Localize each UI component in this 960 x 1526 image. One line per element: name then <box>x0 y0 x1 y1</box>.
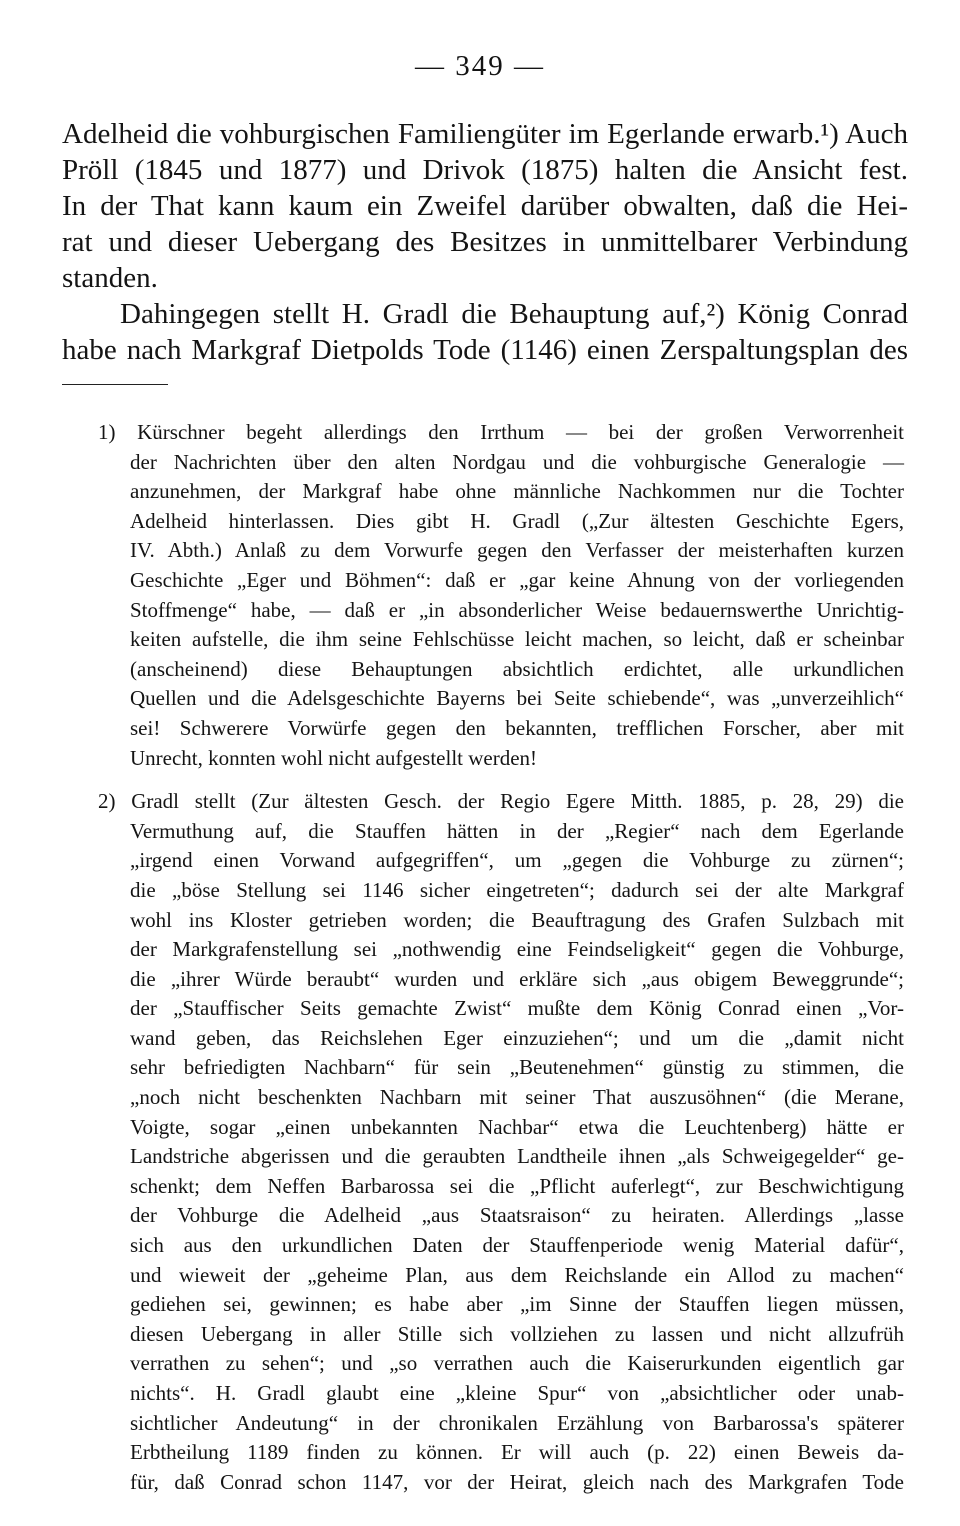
footnote-line: die „böse Stellung sei 1146 sicher eingetreten“; dadurch sei der alte Markgraf <box>130 877 904 902</box>
footnote-line: schenkt; dem Neffen Barbarossa sei die „Pflicht auferlegt“, zur Beschwichtigung <box>130 1173 904 1198</box>
main-text-line: Pröll (1845 und 1877) und Drivok (1875) halten die Ansicht fest. <box>62 154 908 186</box>
footnotes-block <box>98 418 904 1497</box>
page-number: — 349 — <box>415 50 545 82</box>
footnote-1 <box>98 418 904 773</box>
footnote-line: wohl ins Kloster getrieben worden; die Beauftragung des Grafen Sulzbach mit <box>130 907 904 932</box>
footnote-line: für, daß Conrad schon 1147, vor der Heirat, gleich nach des Markgrafen Tode <box>130 1469 904 1494</box>
footnote-line: 2) Gradl stellt (Zur ältesten Gesch. der Regio Egere Mitth. 1885, p. 28, 29) die <box>98 789 904 814</box>
main-text-line: In der That kann kaum ein Zweifel darüber obwalten, daß die Hei- <box>62 190 908 222</box>
footnote-line: wand geben, das Reichslehen Eger einzuziehen“; und um die „damit nicht <box>130 1025 904 1050</box>
footnote-line: nichts“. H. Gradl glaubt eine „kleine Spur“ von „absichtlicher oder unab- <box>130 1381 904 1405</box>
footnote-line: Geschichte „Eger und Böhmen“: daß er „gar keine Ahnung von der vorliegenden <box>130 567 904 592</box>
footnote-line: Landstriche abgerissen und die geraubten Landtheile ihnen „als Schweigegelder“ ge- <box>130 1144 904 1169</box>
footnote-line: der Nachrichten über den alten Nordgau und die vohburgische Generalogie — <box>130 449 904 474</box>
footnote-line: (anscheinend) diese Behauptungen absichtlich erdichtet, alle urkundlichen <box>130 656 904 681</box>
footnote-line: Stoffmenge“ habe, — daß er „in absonderlicher Weise bedauernswerthe Unrichtig- <box>130 597 904 622</box>
footnote-line: 1) Kürschner begeht allerdings den Irrthum — bei der großen Verworrenheit <box>98 420 904 444</box>
footnote-line: Vermuthung auf, die Stauffen hätten in der „Regier“ nach dem Egerlande <box>130 818 904 843</box>
footnote-line: Unrecht, konnten wohl nicht aufgestellt werden! <box>130 745 538 770</box>
footnote-line: sei! Schwerere Vorwürfe gegen den bekannten, trefflichen Forscher, aber mit <box>130 715 904 740</box>
main-text-line: Adelheid die vohburgischen Familiengüter im Egerlande erwarb.¹) Auch <box>62 118 908 150</box>
footnote-line: sehr befriedigten Nachbarn“ für sein „Beutenehmen“ günstig zu stimmen, die <box>130 1055 904 1080</box>
footnote-line: Erbtheilung 1189 finden zu können. Er will auch (p. 22) einen Beweis da- <box>130 1440 904 1465</box>
footnote-line: der Vohburge die Adelheid „aus Staatsraison“ zu heiraten. Allerdings „lasse <box>130 1203 904 1228</box>
footnote-line: „irgend einen Vorwand aufgegriffen“, um „gegen die Vohburge zu zürnen“; <box>130 848 904 873</box>
footnote-line: Adelheid hinterlassen. Dies gibt H. Gradl („Zur ältesten Geschichte Egers, <box>130 508 904 533</box>
footnote-separator-rule <box>62 384 168 385</box>
main-text-line: rat und dieser Uebergang des Besitzes in unmittelbarer Verbindung <box>62 226 908 258</box>
main-text-line: Dahingegen stellt H. Gradl die Behauptung auf,²) König Conrad <box>120 298 908 330</box>
footnote-line: keiten aufstelle, die ihm seine Fehlschüsse leicht machen, so leicht, daß er scheinbar <box>130 627 904 652</box>
footnote-2 <box>98 787 904 1497</box>
footnote-line: Quellen und die Adelsgeschichte Bayerns bei Seite schiebende“, was „unverzeihlich“ <box>130 686 904 711</box>
footnote-line: diesen Uebergang in aller Stille sich vollziehen zu lassen und nicht allzufrüh <box>130 1321 904 1346</box>
footnote-line: anzunehmen, der Markgraf habe ohne männliche Nachkommen nur die Tochter <box>130 479 904 504</box>
footnote-line: gediehen sei, gewinnen; es habe aber „im Sinne der Stauffen liegen müssen, <box>130 1292 904 1317</box>
footnote-gap <box>98 773 904 787</box>
footnote-line: IV. Abth.) Anlaß zu dem Vorwurfe gegen den Verfasser der meisterhaften kurzen <box>130 538 904 563</box>
main-text-block <box>62 116 908 368</box>
footnote-line: die „ihrer Würde beraubt“ wurden und erkläre sich „aus obigem Beweggrunde“; <box>130 966 904 991</box>
footnote-line: der Markgrafenstellung sei „nothwendig eine Feindseligkeit“ gegen die Vohburge, <box>130 937 904 962</box>
footnote-line: verrathen zu sehen“; und „so verrathen auch die Kaiserurkunden eigentlich gar <box>130 1351 904 1376</box>
footnote-line: der „Stauffischer Seits gemachte Zwist“ mußte dem König Conrad einen „Vor- <box>130 996 904 1021</box>
footnote-line: sichtlicher Andeutung“ in der chronikalen Erzählung von Barbarossa's späterer <box>130 1410 904 1435</box>
main-text-line: standen. <box>62 262 158 294</box>
footnote-line: „noch nicht beschenkten Nachbarn mit seiner That auszusöhnen“ (die Merane, <box>130 1085 904 1110</box>
footnote-line: sich aus den urkundlichen Daten der Stauffenperiode wenig Material dafür“, <box>130 1233 904 1258</box>
footnote-line: und wieweit der „geheime Plan, aus dem Reichslande ein Allod zu machen“ <box>130 1262 904 1287</box>
footnote-line: Voigte, sogar „einen unbekannten Nachbar“ etwa die Leuchtenberg) hätte er <box>130 1114 904 1139</box>
main-text-line: habe nach Markgraf Dietpolds Tode (1146) einen Zerspaltungsplan des <box>62 334 908 366</box>
